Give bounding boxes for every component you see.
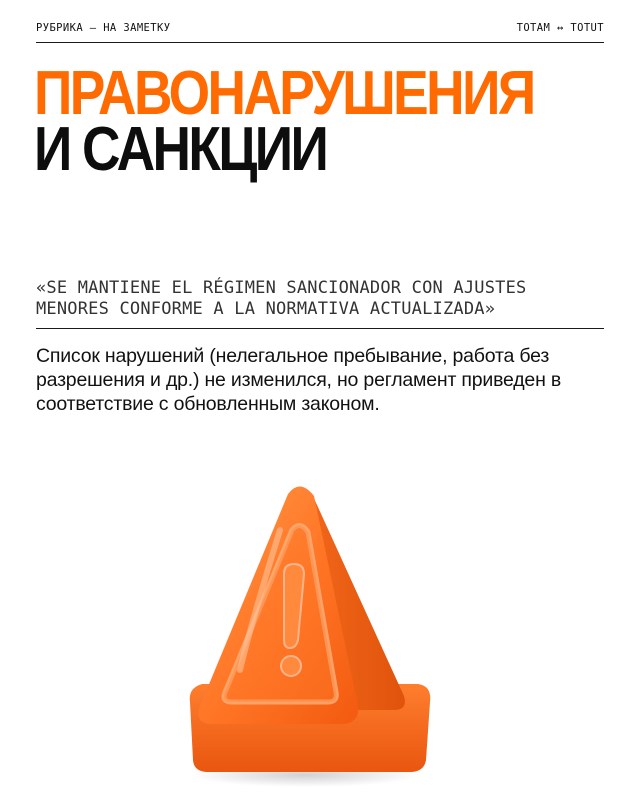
- brand-label: TOTAM ↔ TOTUT: [516, 22, 604, 34]
- quote-text: «SE MANTIENE EL RÉGIMEN SANCIONADOR CON AJUSTES MENORES CONFORME A LA NORMATIVA ACTUALIZADA»: [36, 278, 604, 329]
- page-title: [34, 59, 534, 184]
- title-line-2: И САНКЦИИ: [34, 115, 327, 184]
- body-paragraph: Список нарушений (нелегальное пребывание, работа без разрешения и др.) не изменился, но регламент приведен в соответствие с обновленным законом.: [36, 345, 562, 415]
- rubric-label: РУБРИКА — НА ЗАМЕТКУ: [36, 22, 171, 34]
- top-bar: [36, 20, 604, 43]
- warning-cone-icon: [180, 470, 440, 790]
- title-line-1: ПРАВОНАРУШЕНИЯ: [34, 59, 534, 128]
